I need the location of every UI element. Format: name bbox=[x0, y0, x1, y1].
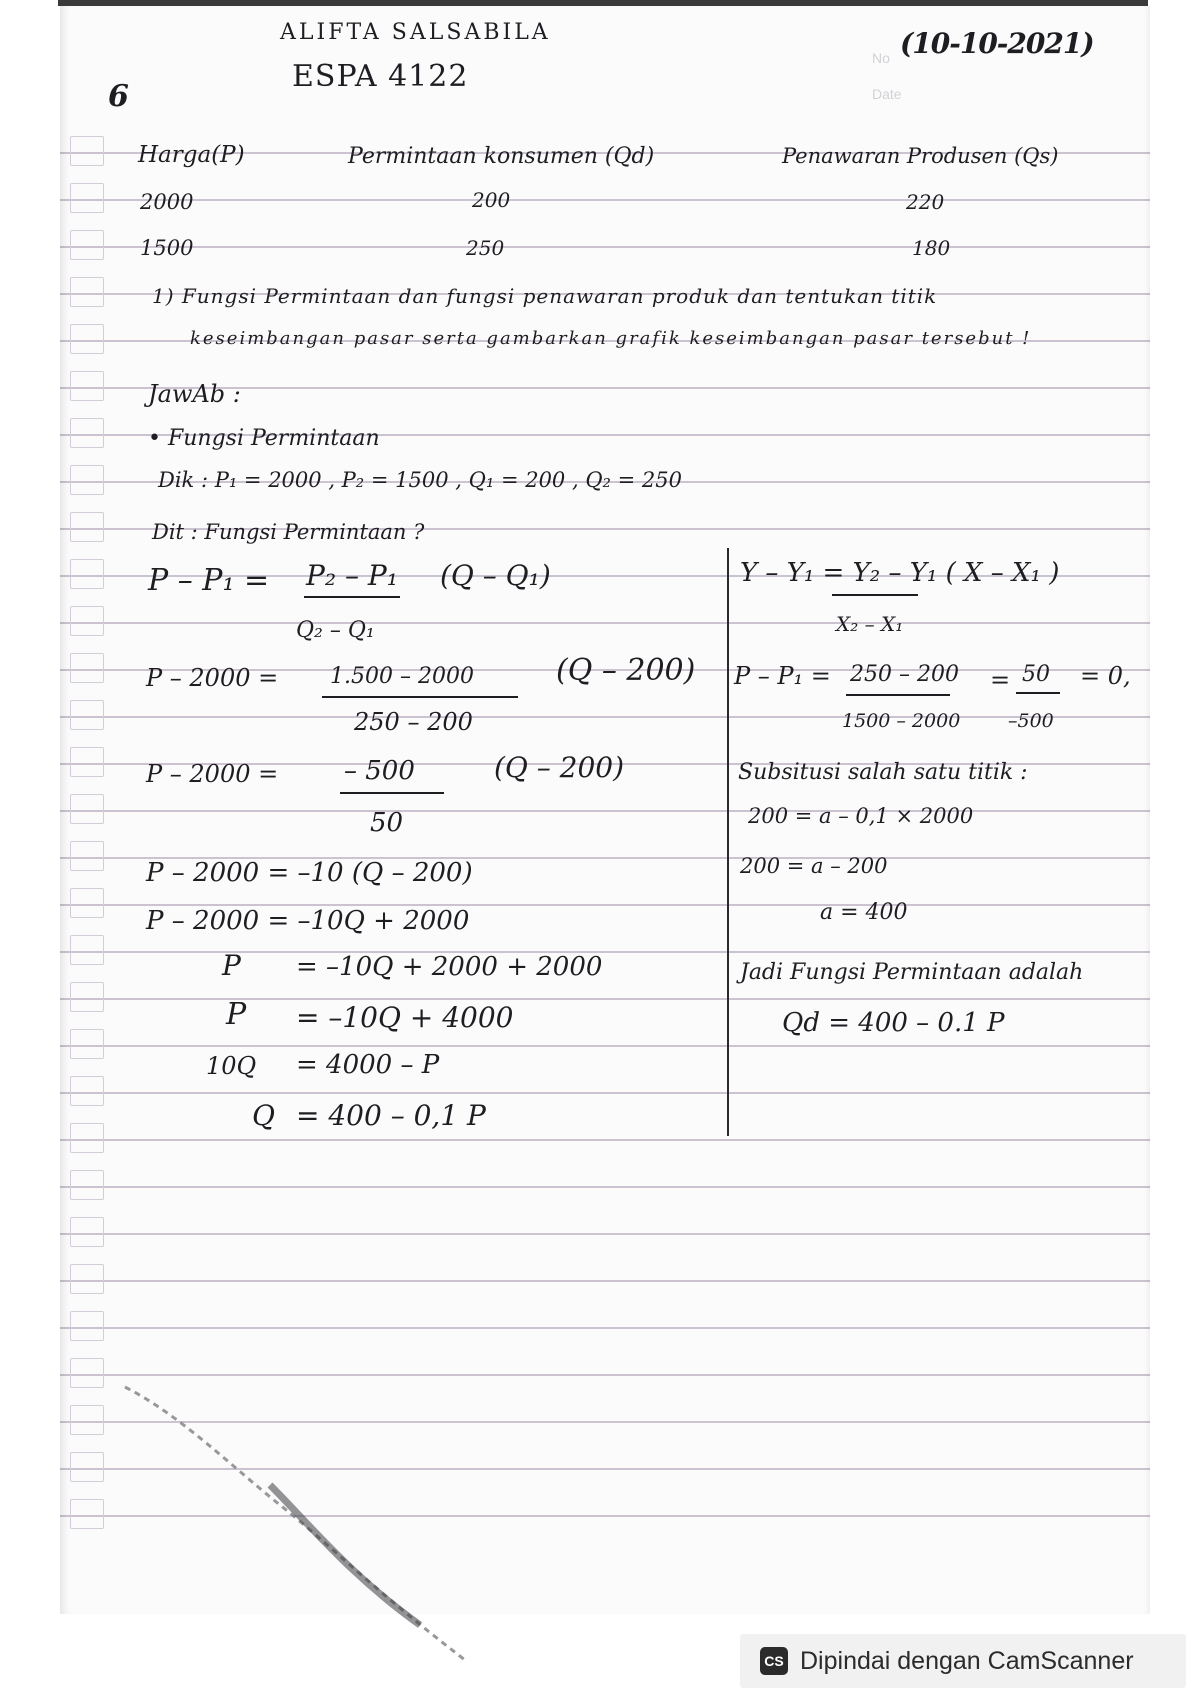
pen-smudge bbox=[120, 1375, 480, 1675]
table-header-harga: Harga(P) bbox=[138, 142, 245, 168]
step-3-numerator: – 500 bbox=[344, 756, 415, 786]
known-values: Dik : P₁ = 2000 , P₂ = 1500 , Q₁ = 200 , Q₂ = 250 bbox=[158, 468, 682, 492]
margin-box bbox=[70, 136, 104, 166]
substitution-step-2: 200 = a – 200 bbox=[740, 854, 888, 878]
step-2-numerator: 1.500 – 2000 bbox=[330, 664, 474, 689]
formula-tail: (Q – Q₁) bbox=[440, 559, 551, 592]
step-3-denominator: 50 bbox=[370, 808, 404, 838]
step-2-denominator: 250 – 200 bbox=[354, 708, 473, 736]
table-header-permintaan: Permintaan konsumen (Qd) bbox=[348, 144, 655, 169]
margin-box bbox=[70, 418, 104, 448]
fraction-bar bbox=[1016, 692, 1060, 694]
student-name: ALIFTA SALSABILA bbox=[280, 20, 551, 45]
notebook-page bbox=[60, 6, 1150, 1614]
section-heading: • Fungsi Permintaan bbox=[148, 426, 380, 451]
step-6-rhs: = –10Q + 2000 + 2000 bbox=[296, 952, 603, 982]
fraction-bar bbox=[340, 792, 444, 794]
margin-checkbox-column bbox=[70, 136, 110, 1536]
table-cell: 250 bbox=[466, 236, 505, 260]
substitution-result: a = 400 bbox=[820, 900, 908, 925]
slope-denominator-2: –500 bbox=[1008, 710, 1054, 732]
no-label: No bbox=[872, 50, 890, 66]
margin-box bbox=[70, 1499, 104, 1529]
step-7-rhs: = –10Q + 4000 bbox=[296, 1001, 514, 1034]
demand-function-result: Qd = 400 – 0.1 P bbox=[782, 1008, 1005, 1038]
step-3-tail: (Q – 200) bbox=[494, 751, 625, 784]
step-4: P – 2000 = –10 (Q – 200) bbox=[146, 858, 473, 888]
margin-box bbox=[70, 794, 104, 824]
margin-box bbox=[70, 935, 104, 965]
step-8-lhs: 10Q bbox=[206, 1052, 257, 1080]
step-7-lhs: P bbox=[226, 997, 247, 1032]
margin-box bbox=[70, 606, 104, 636]
column-divider bbox=[727, 548, 729, 1136]
slope-result: = 0, bbox=[1080, 662, 1131, 690]
line-formula: Y – Y₁ = Y₂ – Y₁ ( X – X₁ ) bbox=[740, 558, 1060, 588]
course-code: ESPA 4122 bbox=[292, 59, 469, 94]
conclusion-text: Jadi Fungsi Permintaan adalah bbox=[740, 960, 1084, 985]
slope-denominator: 1500 – 2000 bbox=[842, 710, 961, 732]
margin-box bbox=[70, 1452, 104, 1482]
margin-box bbox=[70, 653, 104, 683]
step-3-lhs: P – 2000 = bbox=[146, 760, 279, 788]
date-label: Date bbox=[872, 86, 902, 102]
table-cell: 200 bbox=[472, 188, 511, 212]
asked-values: Dit : Fungsi Permintaan ? bbox=[152, 520, 425, 544]
step-2-lhs: P – 2000 = bbox=[146, 664, 279, 692]
slope-equals: = bbox=[990, 666, 1011, 694]
substitution-step-1: 200 = a – 0,1 × 2000 bbox=[748, 804, 974, 828]
substitution-heading: Subsitusi salah satu titik : bbox=[738, 760, 1028, 785]
margin-box bbox=[70, 512, 104, 542]
question-line-1: 1) Fungsi Permintaan dan fungsi penawaran produk dan tentukan titik bbox=[152, 284, 938, 308]
margin-box bbox=[70, 371, 104, 401]
margin-box bbox=[70, 747, 104, 777]
margin-box bbox=[70, 841, 104, 871]
margin-box bbox=[70, 888, 104, 918]
step-5: P – 2000 = –10Q + 2000 bbox=[146, 906, 470, 936]
margin-box bbox=[70, 700, 104, 730]
table-header-penawaran: Penawaran Produsen (Qs) bbox=[782, 144, 1059, 168]
camscanner-logo-icon: CS bbox=[760, 1647, 788, 1675]
watermark-text: Dipindai dengan CamScanner bbox=[800, 1646, 1134, 1675]
margin-box bbox=[70, 1029, 104, 1059]
answer-heading: JawAb : bbox=[148, 380, 241, 408]
camscanner-watermark bbox=[740, 1634, 1186, 1688]
formula-numerator: P₂ – P₁ bbox=[306, 559, 398, 592]
header-scribble: (10-10-2021) bbox=[900, 27, 1094, 60]
line-formula-denominator: X₂ – X₁ bbox=[836, 612, 904, 636]
margin-box bbox=[70, 1170, 104, 1200]
margin-box bbox=[70, 1123, 104, 1153]
formula-denominator: Q₂ – Q₁ bbox=[296, 618, 375, 643]
slope-lhs: P – P₁ = bbox=[734, 662, 831, 690]
margin-box bbox=[70, 1076, 104, 1106]
margin-box bbox=[70, 277, 104, 307]
slope-numerator-2: 50 bbox=[1022, 662, 1050, 687]
margin-box bbox=[70, 1217, 104, 1247]
table-cell: 2000 bbox=[140, 190, 194, 214]
step-8-rhs: = 4000 – P bbox=[296, 1050, 440, 1080]
margin-box bbox=[70, 324, 104, 354]
margin-box bbox=[70, 465, 104, 495]
corner-mark: 6 bbox=[108, 79, 129, 114]
step-6-lhs: P bbox=[222, 949, 241, 982]
margin-box bbox=[70, 1311, 104, 1341]
slope-numerator: 250 – 200 bbox=[850, 662, 959, 687]
margin-box bbox=[70, 1264, 104, 1294]
step-9-lhs: Q bbox=[252, 1099, 275, 1132]
table-cell: 180 bbox=[912, 236, 951, 260]
margin-box bbox=[70, 183, 104, 213]
formula-lhs: P – P₁ = bbox=[148, 563, 270, 598]
fraction-bar bbox=[322, 696, 518, 698]
table-cell: 220 bbox=[906, 190, 945, 214]
margin-box bbox=[70, 559, 104, 589]
question-line-2: keseimbangan pasar serta gambarkan grafik keseimbangan pasar tersebut ! bbox=[190, 328, 1032, 349]
margin-box bbox=[70, 230, 104, 260]
fraction-bar bbox=[846, 694, 950, 696]
fraction-bar bbox=[304, 596, 400, 598]
table-cell: 1500 bbox=[140, 236, 194, 260]
step-9-rhs: = 400 – 0,1 P bbox=[296, 1099, 486, 1132]
margin-box bbox=[70, 982, 104, 1012]
fraction-bar bbox=[832, 594, 918, 596]
step-2-tail: (Q – 200) bbox=[556, 653, 696, 688]
margin-box bbox=[70, 1405, 104, 1435]
margin-box bbox=[70, 1358, 104, 1388]
